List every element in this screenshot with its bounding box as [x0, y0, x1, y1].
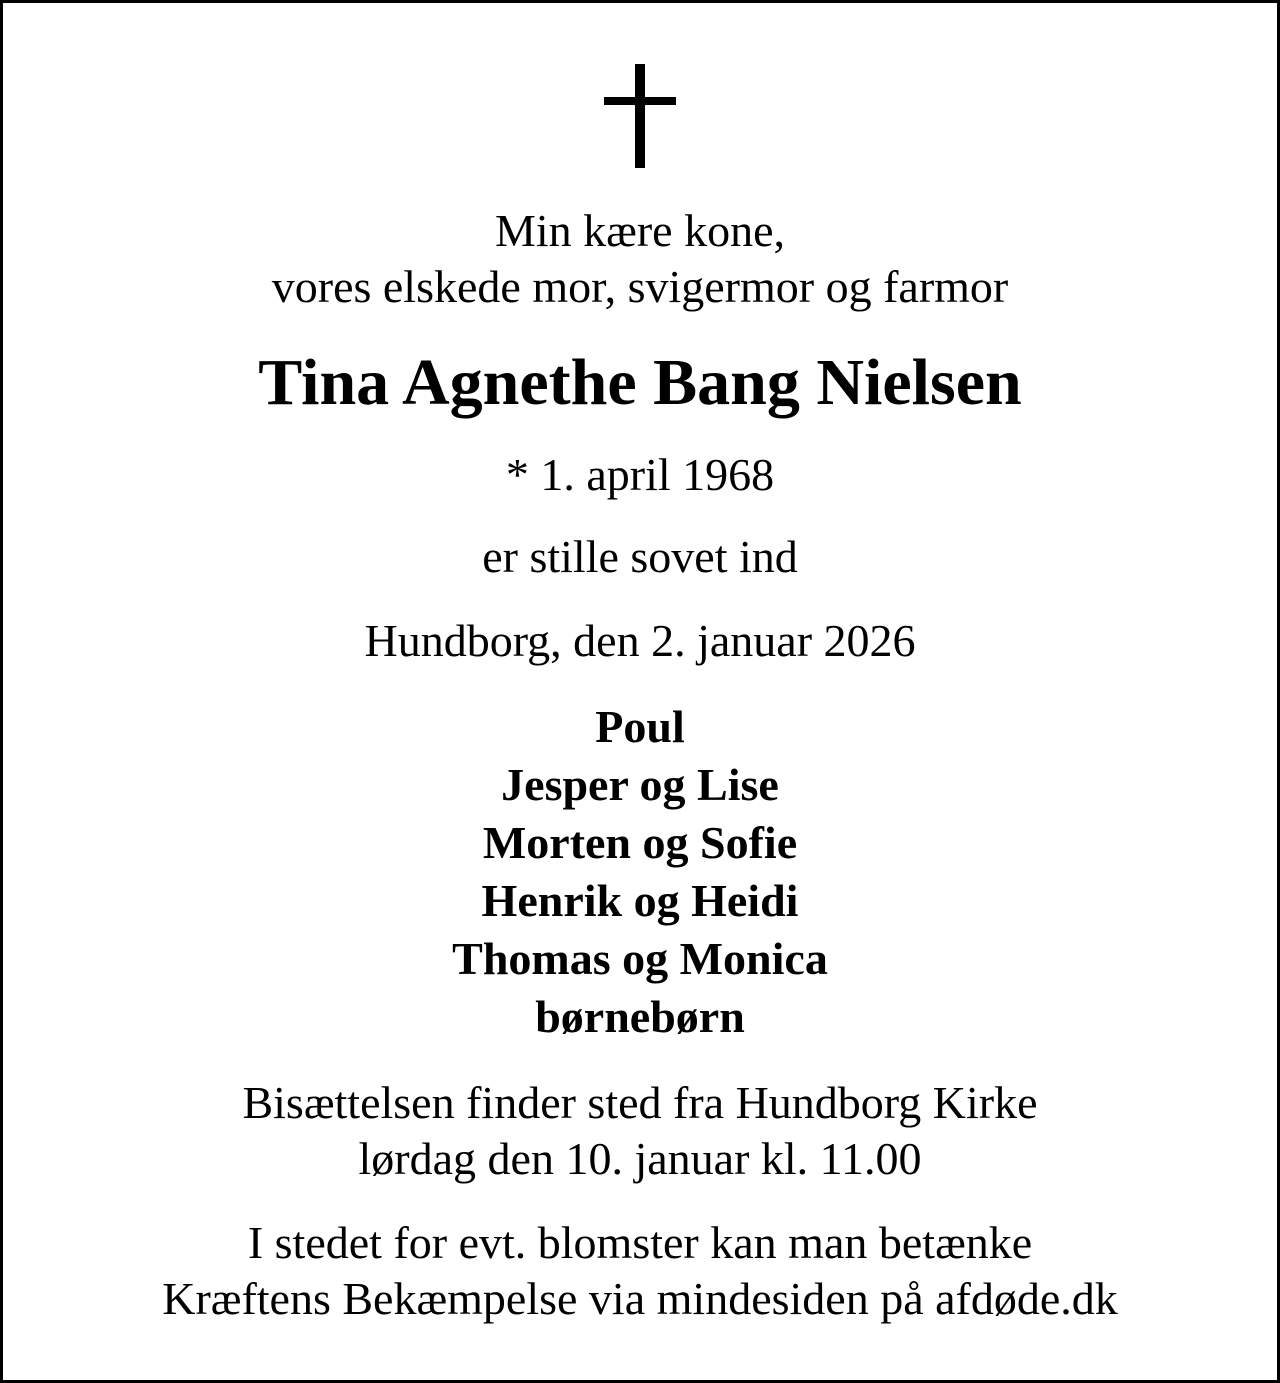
donation-line-1: I stedet for evt. blomster kan man betænke — [247, 1217, 1033, 1268]
family-member: Thomas og Monica — [452, 933, 828, 984]
birth-date: * 1. april 1968 — [505, 449, 775, 500]
family-member: Morten og Sofie — [482, 817, 798, 868]
ceremony-line-2: lørdag den 10. januar kl. 11.00 — [358, 1133, 922, 1184]
intro-line-2: vores elskede mor, svigermor og farmor — [271, 261, 1009, 312]
donation-line-2: Kræftens Bekæmpelse via mindesiden på afdøde.dk — [162, 1273, 1118, 1324]
passing-phrase: er stille sovet ind — [482, 531, 798, 582]
family-member: Jesper og Lise — [501, 759, 779, 810]
family-member: børnebørn — [535, 991, 745, 1042]
place-date: Hundborg, den 2. januar 2026 — [364, 615, 916, 666]
ceremony-line-1: Bisættelsen finder sted fra Hundborg Kirke — [242, 1077, 1038, 1128]
intro-line-1: Min kære kone, — [494, 205, 785, 256]
deceased-name: Tina Agnethe Bang Nielsen — [258, 346, 1022, 419]
cross-icon — [604, 64, 676, 168]
family-member: Henrik og Heidi — [481, 875, 799, 926]
family-member: Poul — [595, 701, 685, 752]
